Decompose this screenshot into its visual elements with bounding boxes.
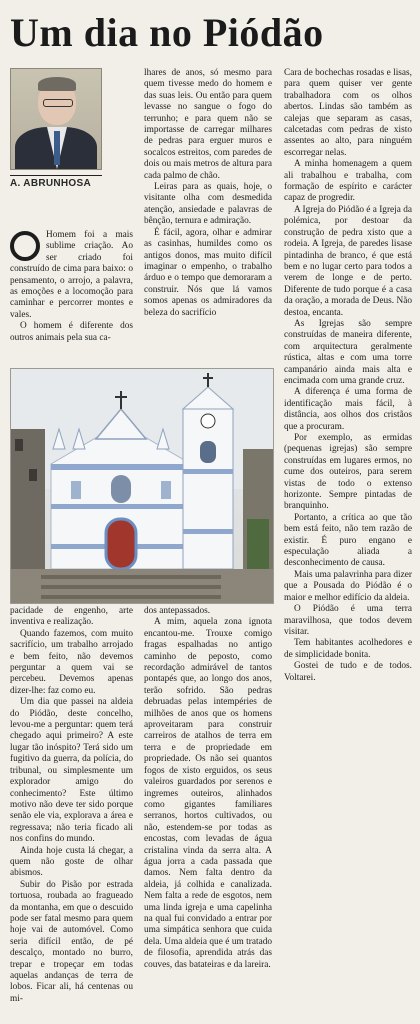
author-portrait	[10, 68, 102, 170]
paragraph: Mais uma palavrinha para dizer que a Pousada do Piódão é o maior e melhor edifício da aldeia.	[284, 569, 412, 603]
paragraph: dos antepassados.	[144, 606, 211, 616]
paragraph: Quando fazemos, com muito sacrifício, um trabalho arrojado e bem feito, não devemos perguntar a quem vai se percebeu. Devemos apenas dizer-lhe: faz como eu.	[10, 628, 133, 696]
paragraph: pacidade de engenho, arte inventiva e realização.	[10, 606, 133, 628]
paragraph: Ainda hoje custa lá chegar, a quem não goste de olhar abismos.	[10, 845, 133, 879]
author-name: A. ABRUNHOSA	[10, 178, 92, 189]
paragraph: O homem é diferente dos outros animais pela sua ca-	[10, 321, 133, 343]
paragraph: Gostei de tudo e de todos. Voltarei.	[284, 661, 412, 683]
column-2-top	[144, 68, 272, 364]
column-3	[284, 68, 412, 768]
paragraph: Um dia que passei na aldeia do Piódão, deste concelho, levou-me a perguntar: quem terá chegado aqui primeiro? A este lugar tão inóspito? Terá sido um fugitivo da guerra, da polícia, do tribunal, ou simplesmente um explorador amigo do conhecimento? Este último motivo não deve ter sido porque senão ele via, explorava a área e regressava; não teria ficado ali nos confins do mundo.	[10, 697, 133, 845]
article-title: Um dia no Piódão	[10, 10, 324, 55]
paragraph: É fácil, agora, olhar e admirar as casinhas, humildes como os antigos donos, mas muito difícil imaginar o empenho, o trabalho árduo e o tempo que demoraram a construir. Nós que lá vamos somos apenas os admiradores da beleza do sacrifício	[144, 227, 272, 318]
paragraph: A Igreja do Piódão é a Igreja da polémica, por destoar da construção de pedra xisto que a rodeia. A Igreja, de paredes lisase pintadinha de branco, é que está bem e no lugar certo para todos a verem de longe e de perto. Diferente de tudo porque é a casa da oração, a morada de Deus. Não destoa, encanta.	[284, 204, 412, 318]
paragraph: Por exemplo, as ermidas (pequenas igrejas) são sempre construídas em lugares ermos, no cume dos outeiros, para serem vistas de todo o extenso horizonte. Sempre pintadas de branquinho.	[284, 433, 412, 512]
paragraph: Tem habitantes acolhedores e de simplicidade bonita.	[284, 638, 412, 660]
author-divider	[10, 175, 102, 176]
paragraph: Homem foi a mais sublime criação. Ao ser criado foi construído de cima para baixo: o pensamento, o arrojo, a palavra, as emoções e a locomoção para caminhar e percorrer montes e vales.	[10, 230, 133, 320]
paragraph: A minha homenagem a quem ali trabalhou e trabalha, com formação de espírito e carácter capaz de progredir.	[284, 159, 412, 204]
drop-cap-circle	[10, 231, 40, 261]
church-photo	[10, 368, 274, 604]
paragraph: A diferença é uma forma de identificação mais fácil, à distância, aos olhos dos cristãos que a procuram.	[284, 387, 412, 432]
paragraph: Cara de bochechas rosadas e lisas, para quem quiser ver gente trabalhadora com os olhos abertos. Lindas são também as calejas que separam as casas, calcetadas com pedras de xisto assentes ao alto, para ninguém escorregar nelas.	[284, 68, 412, 158]
paragraph: Portanto, a crítica ao que tão bem está feito, não tem razão de existir. É puro engano e especulação aliada a desconhecimento de causa.	[284, 512, 412, 569]
paragraph: Leiras para as quais, hoje, o visitante olha com desmedida atenção, ansiedade e palavras de bênção, ternura e admiração.	[144, 182, 272, 227]
paragraph: O Piódão é uma terra maravilhosa, que todos devem visitar.	[284, 604, 412, 637]
paragraph: As Igrejas são sempre construídas de maneira diferente, com arquitectura geralmente rústica, altas e com uma torre campanário ainda mais alta e encimada com uma grande cruz.	[284, 318, 412, 386]
column-1-bottom	[10, 606, 133, 1020]
column-1-top	[10, 230, 133, 364]
paragraph: lhares de anos, só mesmo para quem tivesse medo do homem e das suas leis. Ou então para quem levasse no sangue o fogo do terrunho; e para quem não se importasse de carregar milhares de pedras para erguer muros e socalcos estreitos, com paredes de dois ou mais metros de altura para cada palmo de chão.	[144, 68, 272, 181]
paragraph: A mim, aquela zona ignota encantou-me. Trouxe comigo fragas espalhadas no antigo caminho de peposto, como recordação admirável de tantos pontapés que, ao longo dos anos, terão sofrido. São pedras debruadas pelas intempéries de milhões de anos que os homens aproveitaram para construir carreiros de atalhos de terra em terra e de propriedade em propriedade. Os não sei quantos fogos de xisto erguidos, os seus valeiros guardados por serenos e ingremes outeiros, alinhados como gigantes familiares serranos, hortos cultivados, ou não, estendem-se por todas as encostas, com levadas de água cristalina vinda da serra alta. A água jorra a cada passada que damos. Nem falta dentro da aldeia, já colhida e canalizada. Nem falta a rede de esgotos, nem uma linda igreja e uma capelinha na qual fui convidado a entrar por uma simpática senhora que cuida dela. Uma aldeia que é um tratado de filosofia, aprendida atrás das couves, das batateiras e da lareira.	[144, 617, 272, 970]
church-illustration	[11, 369, 273, 603]
column-2-bottom	[144, 606, 272, 1020]
paragraph: Subir do Pisão por estrada tortuosa, roubada ao fragueado da montanha, em que o descuido pode ser fatal mesmo para quem hoje vai de automóvel. Como seria difícil então, de pé descalço, montado no burro, trepar e tropeçar em todas aquelas andanças de terra de lobos. Ficar ali, há centenas ou mi-	[10, 879, 133, 1004]
